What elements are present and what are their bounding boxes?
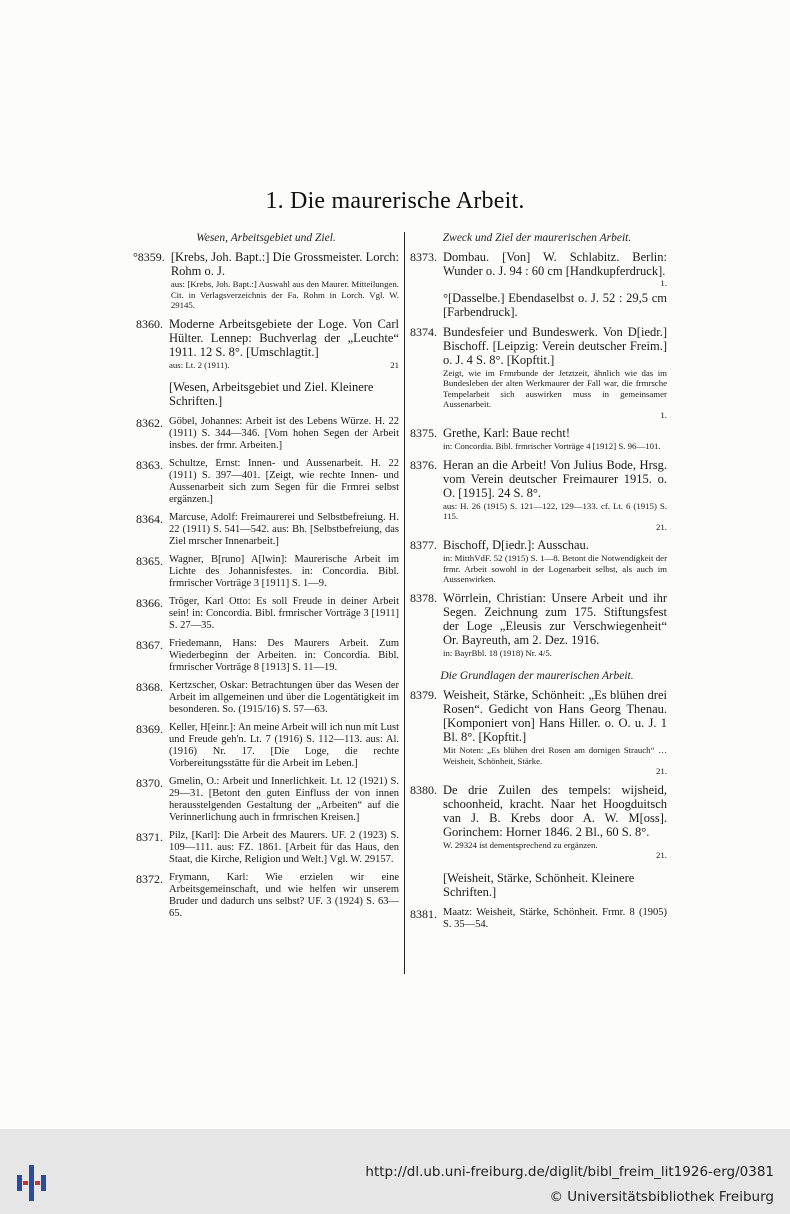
entry-number: 8369.: [136, 722, 163, 736]
entry-number: 8370.: [136, 776, 163, 790]
bibliography-entry: [133, 830, 399, 866]
section-heading: Die Grundlagen der maurerischen Arbeit.: [440, 670, 634, 682]
entry-text: Tröger, Karl Otto: Es soll Freude in deiner Arbeit sein! in: Concordia. Bibl. frmrischer Vorträge 3 [1911] S. 27—35.: [169, 596, 399, 631]
entry-text: [Krebs, Joh. Bapt.:] Die Grossmeister. Lorch: Rohm o. J.: [170, 250, 399, 278]
entry-ref: 21.: [656, 521, 667, 532]
entry-number: 8360.: [136, 316, 163, 331]
entry-ref: 21: [390, 359, 399, 370]
entry-note: aus: H. 26 (1915) S. 121—122, 129—133. cf. Lt. 6 (1915) S. 115.: [443, 500, 667, 521]
entry-text: Weisheit, Stärke, Schönheit: „Es blühen drei Rosen“. Gedicht von Hans Georg Thenau. [Komponiert von] Hans Hiller. o. O. u. J. 1 Bl. 8°. [Kopftit.]: [443, 688, 667, 744]
entry-number: 8363.: [136, 458, 163, 472]
left-column: [133, 232, 399, 926]
entry-note: [169, 360, 399, 371]
bibliography-entry: [133, 596, 399, 632]
bibliography-entry: [407, 458, 667, 533]
entry-text: Frymann, Karl: Wie erzielen wir eine Arbeitsgemeinschaft, und wie helfen wir unserem Bruder und dadurch uns selbst? UF. 3 (1924) S. 63—65.: [169, 872, 399, 919]
bibliography-entry: [133, 416, 399, 452]
entry-number: 8366.: [136, 596, 163, 610]
entry-text: Bundesfeier und Bundeswerk. Von D[iedr.] Bischoff. [Leipzig: Verein deutscher Freim.] o. J. 4 S. 8°. [Kopftit.]: [443, 324, 667, 367]
entry-number: 8367.: [136, 638, 163, 652]
bibliography-entry: [407, 907, 667, 931]
entry-ref: 1.: [660, 409, 667, 420]
entry-text: Maatz: Weisheit, Stärke, Schönheit. Frmr. 8 (1905) S. 35—54.: [443, 906, 667, 930]
entry-text: Schultze, Ernst: Innen- und Aussenarbeit. H. 22 (1911) S. 397—401. [Zeigt, wie rechte Innen- und Aussenarbeit sich zum Segen für die Frmrei selbst ergänzen.]: [169, 458, 399, 505]
entry-text: Kertzscher, Oskar: Betrachtungen über das Wesen der Arbeit im allgemeinen und über die Logentätigkeit im besonderen. So. (1915/16) S. 57—63.: [169, 680, 399, 715]
bibliography-entry: [133, 250, 399, 311]
bibliography-entry: [133, 680, 399, 716]
bibliography-entry: [407, 783, 667, 861]
bibliography-entry: [407, 325, 667, 421]
entry-text: Dombau. [Von] W. Schlabitz. Berlin: Wunder o. J. 94 : 60 cm [Handkupferdruck].: [443, 250, 667, 278]
entry-note: aus: [Krebs, Joh. Bapt.:] Auswahl aus den Maurer. Mitteilungen. Cit. in Verlagsverzeichnis der Fa. Rohm in Lorch. Vgl. W. 29145.: [170, 279, 399, 310]
small-entries-list: [407, 907, 667, 931]
entry-text: Wagner, B[runo] A[lwin]: Maurerische Arbeit im Lichte des Johannisfestes. in: Concordia. Bibl. frmrischer Vorträge 3 [1911] S. 1—9.: [169, 554, 399, 589]
right-column: [407, 232, 667, 937]
small-entries-list: [133, 416, 399, 920]
bibliography-entry: [133, 554, 399, 590]
entry-text: Moderne Arbeitsgebiete der Loge. Von Carl Hülter. Lennep: Buchverlag der „Leuchte“ 1911. 12 S. 8°. [Umschlagtit.]: [169, 316, 399, 359]
entry-note: in: BayrBbl. 18 (1918) Nr. 4/5.: [443, 647, 552, 658]
entry-number: °8359.: [133, 250, 165, 264]
entry-number: 8381.: [410, 906, 437, 921]
entry-text: Wörrlein, Christian: Unsere Arbeit und ihr Segen. Zeichnung zum 175. Stiftungsfest der Loge „Eleusis zur Verschwiegenheit“ Or. Bayreuth, am 2. Dez. 1916.: [443, 590, 667, 647]
bibliography-entry: [407, 688, 667, 777]
bibliography-entry: [133, 512, 399, 548]
entry-number: 8377.: [410, 538, 437, 552]
bibliography-entry: [133, 776, 399, 824]
entry-number: 8362.: [136, 416, 163, 430]
entry-note-text: aus: Lt. 2 (1911).: [169, 359, 230, 370]
sub-entry: °[Dasselbe.] Ebendaselbst o. J. 52 : 29,5 cm [Farbendruck].: [443, 290, 667, 319]
entry-number: 8379.: [410, 688, 437, 702]
entry-number: 8373.: [410, 250, 437, 264]
entry-number: 8374.: [410, 324, 437, 339]
bibliography-entry: [133, 638, 399, 674]
entry-text: Göbel, Johannes: Arbeit ist des Lebens Würze. H. 22 (1911) S. 344—346. [Vom hohen Segen der Arbeit insbes. der frmr. Arbeiten.]: [169, 416, 399, 451]
bibliography-entry: [407, 591, 667, 659]
group-label: [Weisheit, Stärke, Schönheit. Kleinere Schriften.]: [443, 870, 635, 899]
entry-note: in: Concordia. Bibl. frmrischer Vorträge 4 [1912] S. 96—101.: [443, 441, 661, 451]
bibliography-entry: [407, 250, 667, 289]
bibliography-entry: [133, 872, 399, 920]
entry-text: Friedemann, Hans: Des Maurers Arbeit. Zum Wiederbeginn der Arbeiten. in: Concordia. Bibl. frmrischer Vorträge 8 [1913] S. 11—19.: [169, 638, 399, 673]
entry-text: Keller, H[einr.]: An meine Arbeit will ich nun mit Lust und Freude geh'n. Lt. 7 (1916) S. 112—113. aus: Al. (1916) Nr. 17. [Die Loge, die rechte Vorbereitungsstätte für die Arbeit im Leben.]: [169, 722, 399, 769]
group-label: [Wesen, Arbeitsgebiet und Ziel. Kleinere Schriften.]: [169, 380, 374, 408]
copyright-text: © Universitätsbibliothek Freiburg: [549, 1189, 774, 1205]
entry-note: W. 29324 ist dementsprechend zu ergänzen.: [443, 839, 598, 850]
entry-note: Mit Noten: „Es blühen drei Rosen am dornigen Strauch“ … Weisheit, Schönheit, Stärke.: [443, 745, 667, 766]
entry-note: Zeigt, wie im Frmrbunde der Jetztzeit, ähnlich wie das im Bundesleben der alten Werkmaurer der Fall war, die frmrsche Tempelarbeit sich auswirken muss in gemeinsamer Aussenarbeit.: [443, 367, 667, 409]
entry-number: 8365.: [136, 554, 163, 568]
entry-note: in: MitthVdF. 52 (1915) S. 1—8. Betont die Notwendigkeit der frmr. Arbeit sowohl in der Logenarbeit selbst, als auch im Aussenwirken.: [443, 553, 667, 584]
bibliography-entry: [133, 317, 399, 371]
entry-number: 8372.: [136, 872, 163, 886]
entry-ref: 1.: [660, 278, 667, 288]
entry-text: Marcuse, Adolf: Freimaurerei und Selbstbefreiung. H. 22 (1911) S. 541—542. aus: Bh. [Selbstbefreiung, das Ziel mrscher Innenarbeit.]: [169, 512, 399, 547]
bibliography-entry: [407, 426, 667, 452]
section-heading: Wesen, Arbeitsgebiet und Ziel.: [196, 232, 336, 244]
entries-list: [407, 688, 667, 861]
entry-number: 8378.: [410, 590, 437, 605]
entry-number: 8380.: [410, 782, 437, 797]
entry-number: 8368.: [136, 680, 163, 694]
entry-text: Pilz, [Karl]: Die Arbeit des Maurers. UF. 2 (1923) S. 109—111. aus: FZ. 1861. [Arbeit für das Haus, den Staat, die Kirche, Religion und Welt.] Vgl. W. 29157.: [169, 830, 399, 865]
page-title: 1. Die maurerische Arbeit.: [265, 188, 525, 214]
entry-ref: 21.: [656, 850, 667, 860]
entry-text: Grethe, Karl: Baue recht!: [443, 426, 571, 440]
bibliography-entry: [133, 458, 399, 506]
bibliography-entry: [407, 538, 667, 585]
section-heading: Zweck und Ziel der maurerischen Arbeit.: [442, 232, 632, 244]
ub-freiburg-logo-icon: [12, 1163, 52, 1203]
entry-text: Bischoff, D[iedr.]: Ausschau.: [443, 538, 589, 552]
column-divider: [404, 232, 405, 974]
entries-list: [407, 325, 667, 659]
entry-number: 8375.: [410, 426, 437, 440]
entry-number: 8371.: [136, 830, 163, 844]
entry-ref: 21.: [656, 766, 667, 776]
entry-number: 8376.: [410, 457, 437, 472]
entry-number: 8364.: [136, 512, 163, 526]
source-url-link[interactable]: http://dl.ub.uni-freiburg.de/diglit/bibl_freim_lit1926-erg/0381: [365, 1164, 774, 1180]
entry-text: Gmelin, O.: Arbeit und Innerlichkeit. Lt. 12 (1921) S. 29—31. [Betont den guten Einfluss der von innen herausstelgenden Gestaltung der „Arbeiten“ auf die Verinnerlichung auch in frmrischen Kreisen.]: [169, 776, 399, 823]
bibliography-entry: [133, 722, 399, 770]
entry-text: De drie Zuilen des tempels: wijsheid, schoonheid, kracht. Naar het Hoogduitsch van J. B. Krebs door A. W. M[oss]. Gorinchem: Horner 1846. 2 Bl., 60 S. 8°.: [443, 782, 667, 839]
entry-text: Heran an die Arbeit! Von Julius Bode, Hrsg. vom Verein deutscher Freimaurer 1915. o. O. [1915]. 24 S. 8°.: [443, 457, 667, 500]
